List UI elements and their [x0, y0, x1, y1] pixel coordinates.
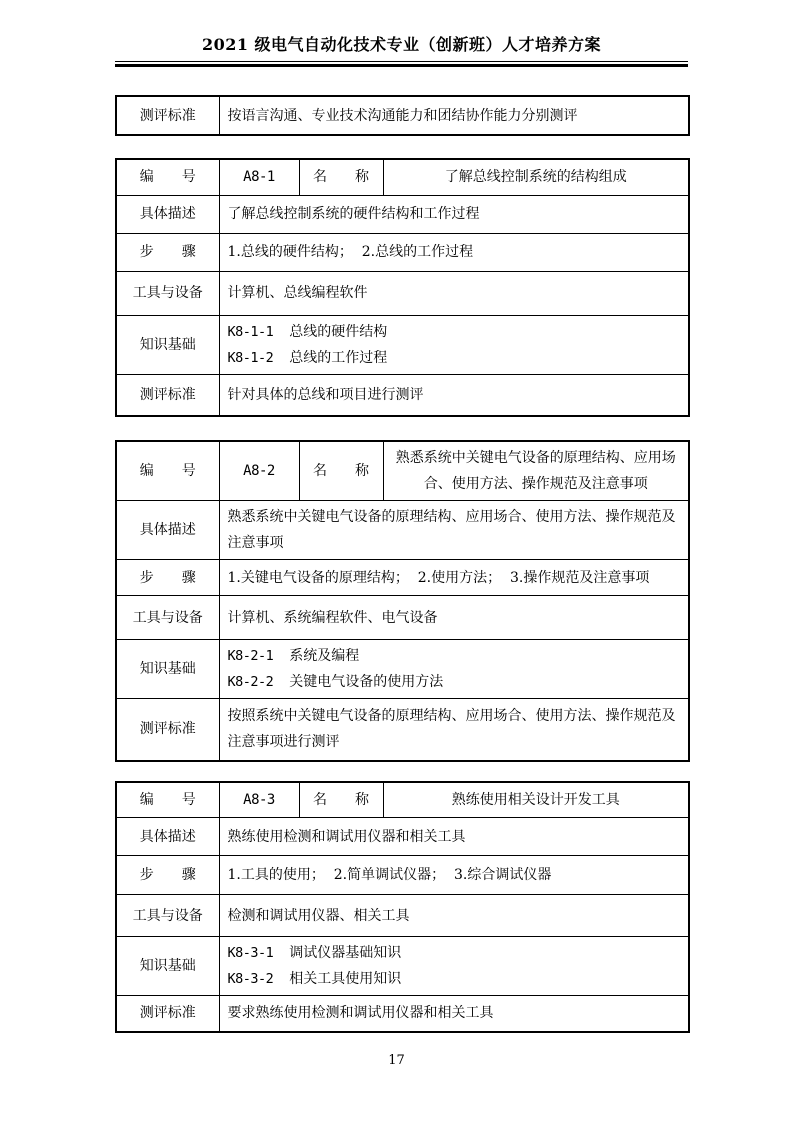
table-row [116, 233, 689, 271]
number-label: 编 号 [116, 441, 219, 501]
description-label: 具体描述 [116, 195, 219, 233]
task-name: 熟练使用相关设计开发工具 [383, 782, 689, 818]
knowledge-code: K8-3-1 [227, 945, 274, 961]
evaluation-label: 测评标准 [116, 996, 219, 1032]
knowledge-code: K8-2-2 [227, 674, 274, 690]
header-double-rule [115, 61, 688, 67]
description-label: 具体描述 [116, 501, 219, 560]
table-row [116, 159, 689, 195]
steps-value: 1.关键电气设备的原理结构； 2.使用方法； 3.操作规范及注意事项 [219, 560, 689, 596]
knowledge-line [228, 643, 681, 669]
task-name: 熟悉系统中关键电气设备的原理结构、应用场合、使用方法、操作规范及注意事项 [383, 441, 689, 501]
evaluation-value: 要求熟练使用检测和调试用仪器和相关工具 [219, 996, 689, 1032]
evaluation-label: 测评标准 [116, 699, 219, 761]
task-table-a8-1 [115, 158, 690, 417]
tools-label: 工具与设备 [116, 596, 219, 640]
task-code: A8-3 [219, 782, 299, 818]
steps-label: 步 骤 [116, 560, 219, 596]
number-label: 编 号 [116, 782, 219, 818]
evaluation-label: 测评标准 [116, 96, 219, 135]
tools-label: 工具与设备 [116, 895, 219, 937]
knowledge-line [228, 940, 681, 966]
name-label: 名 称 [299, 159, 383, 195]
knowledge-value [219, 315, 689, 374]
table-row [116, 441, 689, 501]
number-label: 编 号 [116, 159, 219, 195]
table-row [116, 374, 689, 416]
evaluation-value: 按照系统中关键电气设备的原理结构、应用场合、使用方法、操作规范及注意事项进行测评 [219, 699, 689, 761]
table-row [116, 560, 689, 596]
description-value: 了解总线控制系统的硬件结构和工作过程 [219, 195, 689, 233]
name-label: 名 称 [299, 441, 383, 501]
knowledge-text: 总线的硬件结构 [289, 323, 388, 340]
description-value: 熟悉系统中关键电气设备的原理结构、应用场合、使用方法、操作规范及注意事项 [219, 501, 689, 560]
tools-value: 计算机、系统编程软件、电气设备 [219, 596, 689, 640]
knowledge-line [228, 669, 681, 695]
evaluation-label: 测评标准 [116, 374, 219, 416]
knowledge-value [219, 937, 689, 996]
table-row [116, 856, 689, 895]
knowledge-value [219, 640, 689, 699]
task-name: 了解总线控制系统的结构组成 [383, 159, 689, 195]
knowledge-line [228, 319, 681, 345]
evaluation-value: 按语言沟通、专业技术沟通能力和团结协作能力分别测评 [219, 96, 689, 135]
table-row [116, 195, 689, 233]
steps-label: 步 骤 [116, 233, 219, 271]
table-row [116, 640, 689, 699]
knowledge-text: 总线的工作过程 [289, 349, 388, 366]
task-code: A8-1 [219, 159, 299, 195]
knowledge-code: K8-1-2 [227, 349, 274, 366]
knowledge-text: 相关工具使用知识 [289, 971, 402, 987]
knowledge-code: K8-2-1 [227, 648, 274, 664]
knowledge-line [228, 345, 681, 371]
tools-value: 计算机、总线编程软件 [219, 271, 689, 315]
table-row [116, 271, 689, 315]
knowledge-label: 知识基础 [116, 640, 219, 699]
table-row [116, 996, 689, 1032]
description-label: 具体描述 [116, 818, 219, 856]
task-code: A8-2 [219, 441, 299, 501]
standalone-evaluation-table [115, 95, 690, 136]
table-row [116, 96, 689, 135]
steps-value: 1.总线的硬件结构； 2.总线的工作过程 [219, 233, 689, 271]
page-title: 2021 级电气自动化技术专业（创新班）人才培养方案 [201, 35, 602, 54]
task-table-a8-3 [115, 781, 690, 1033]
knowledge-code: K8-1-1 [227, 323, 274, 340]
tools-value: 检测和调试用仪器、相关工具 [219, 895, 689, 937]
knowledge-line [228, 966, 681, 992]
table-row [116, 782, 689, 818]
page-number: 17 [388, 1053, 405, 1068]
table-row [116, 596, 689, 640]
name-label: 名 称 [299, 782, 383, 818]
table-row [116, 818, 689, 856]
table-row [116, 699, 689, 761]
knowledge-text: 关键电气设备的使用方法 [289, 674, 444, 690]
knowledge-code: K8-3-2 [227, 971, 274, 987]
description-value: 熟练使用检测和调试用仪器和相关工具 [219, 818, 689, 856]
table-row [116, 895, 689, 937]
tools-label: 工具与设备 [116, 271, 219, 315]
table-row [116, 937, 689, 996]
table-row [116, 315, 689, 374]
knowledge-label: 知识基础 [116, 937, 219, 996]
steps-label: 步 骤 [116, 856, 219, 895]
knowledge-text: 调试仪器基础知识 [289, 945, 402, 961]
page-content [115, 0, 688, 1033]
knowledge-text: 系统及编程 [289, 648, 360, 664]
evaluation-value: 针对具体的总线和项目进行测评 [219, 374, 689, 416]
task-table-a8-2 [115, 440, 690, 762]
knowledge-label: 知识基础 [116, 315, 219, 374]
table-row [116, 501, 689, 560]
steps-value: 1.工具的使用； 2.简单调试仪器； 3.综合调试仪器 [219, 856, 689, 895]
